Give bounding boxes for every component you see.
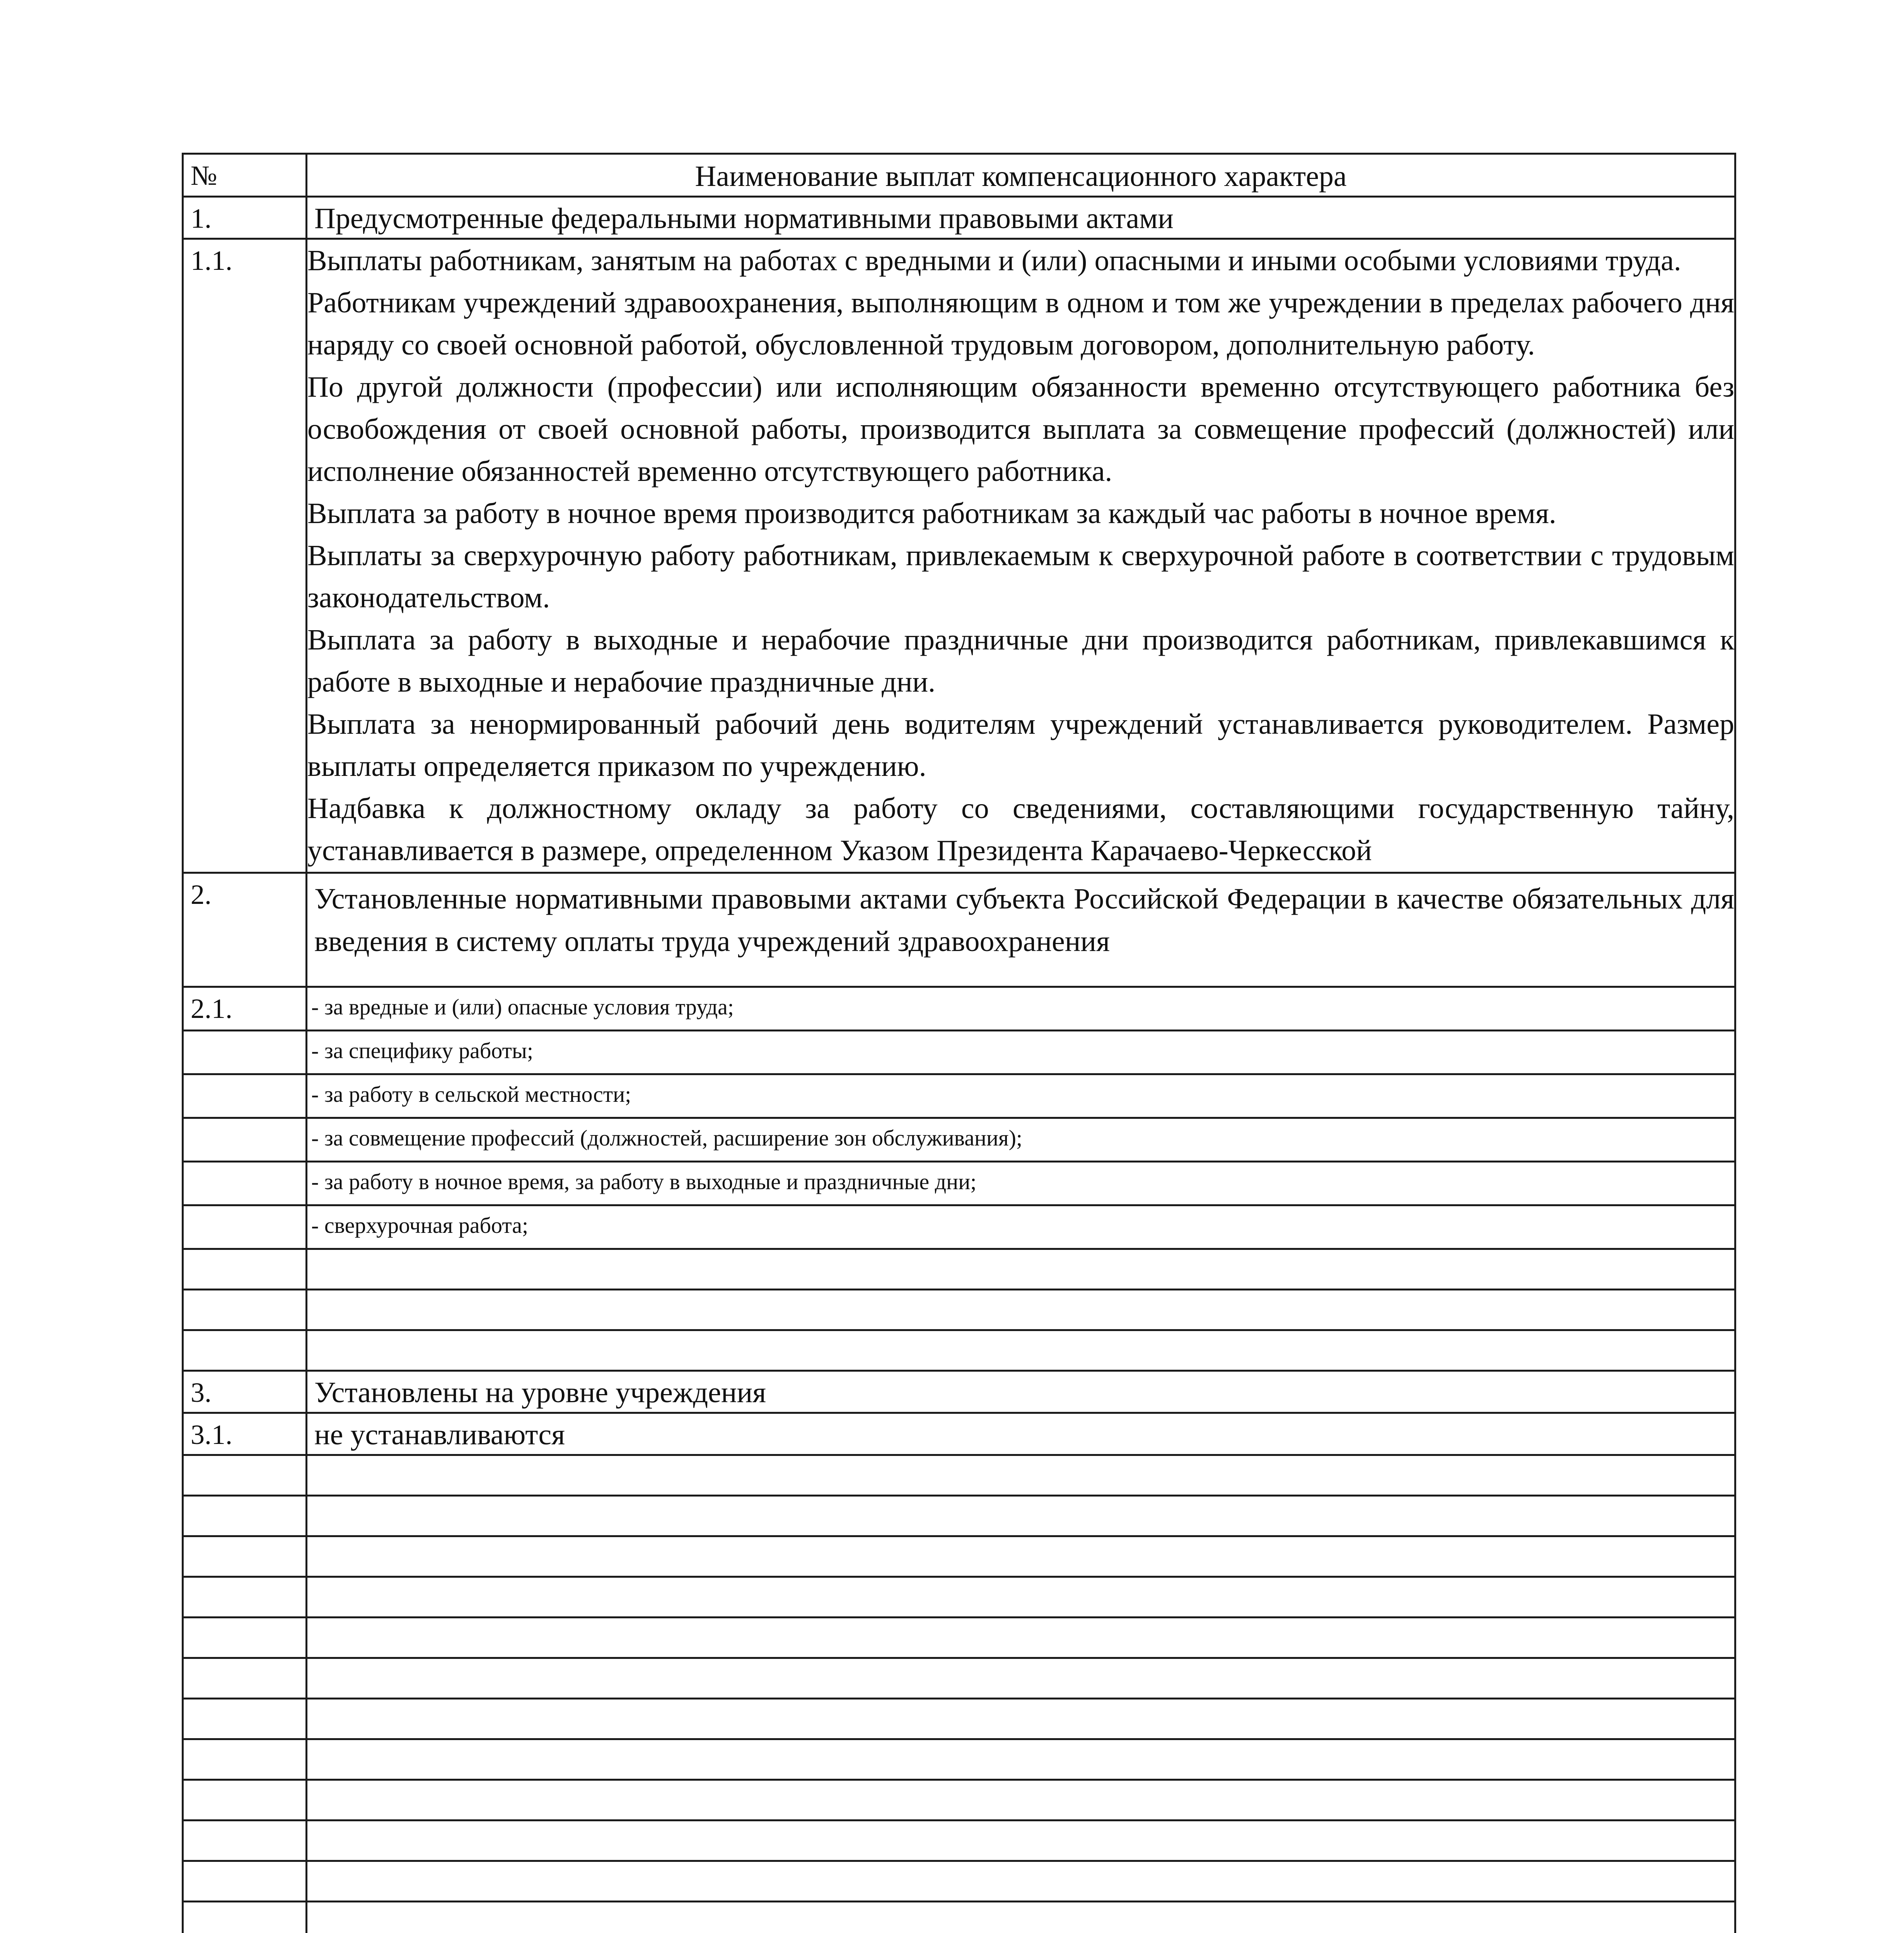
- empty-cell: [307, 1577, 1735, 1618]
- section-3-row: [183, 1371, 1735, 1413]
- list-item: - за работу в ночное время, за работу в выходные и праздничные дни;: [311, 1169, 977, 1194]
- empty-cell: [307, 1861, 1735, 1902]
- section-1-1-num: 1.1.: [191, 245, 232, 276]
- section-3-title-cell: [307, 1371, 1735, 1413]
- empty-cell: [183, 1658, 307, 1699]
- table-header-row: [183, 154, 1735, 197]
- section-1-1-row: [183, 239, 1735, 873]
- header-num-cell: [183, 154, 307, 197]
- section-1-1-text-cell: [307, 239, 1735, 873]
- section-2-text-cell: [307, 873, 1735, 987]
- paragraph-state-secret: Надбавка к должностному окладу за работу со сведениями, составляющими государственную тайну, устанавливается в размере, определенном Указом Президента Карачаево-Черкесской: [307, 792, 1734, 867]
- list-item: - за специфику работы;: [311, 1038, 533, 1063]
- paragraph-harmful-conditions: Выплаты работникам, занятым на работах с вредными и (или) опасными и иными особыми условиями труда.: [307, 244, 1681, 277]
- empty-cell: [307, 1658, 1735, 1699]
- section-1-title-cell: [307, 197, 1735, 239]
- empty-cell: [307, 1902, 1735, 1933]
- empty-cell: [183, 1496, 307, 1536]
- empty-cell: [183, 1820, 307, 1861]
- empty-row: [183, 1699, 1735, 1739]
- section-1-row: [183, 197, 1735, 239]
- empty-num-cell: [183, 1074, 307, 1118]
- empty-row: [183, 1658, 1735, 1699]
- empty-cell: [307, 1536, 1735, 1577]
- section-1-num: 1.: [191, 203, 212, 234]
- section-3-1-title-cell: [307, 1413, 1735, 1455]
- empty-row: [183, 1780, 1735, 1820]
- empty-num-cell: [183, 1162, 307, 1205]
- paragraph-combined-positions: По другой должности (профессии) или исполняющим обязанности временно отсутствующего работника без освобождения от своей основной работы, производится выплата за совмещение профессий (должностей) или исполнение обязанностей временно отсутствующего работника.: [307, 371, 1734, 488]
- empty-row: [183, 1455, 1735, 1496]
- list-item: - сверхурочная работа;: [311, 1213, 529, 1238]
- empty-cell: [307, 1739, 1735, 1780]
- paragraph-overtime: Выплаты за сверхурочную работу работникам, привлекаемым к сверхурочной работе в соответствии с трудовым законодательством.: [307, 539, 1734, 614]
- section-3-1-num: 3.1.: [191, 1419, 232, 1450]
- empty-cell: [307, 1496, 1735, 1536]
- empty-cell: [183, 1780, 307, 1820]
- section-3-title: Установлены на уровне учреждения: [314, 1376, 766, 1409]
- section-2-1-num-cell: [183, 987, 307, 1031]
- section-2-1-item-row: [183, 1031, 1735, 1074]
- section-2-1-item-row: [183, 1074, 1735, 1118]
- list-item-cell: [307, 1162, 1735, 1205]
- section-2-1-num: 2.1.: [191, 993, 232, 1024]
- paragraph-additional-work: Работникам учреждений здравоохранения, выполняющим в одном и том же учреждении в пределах рабочего дня наряду со своей основной работой, обусловленной трудовым договором, дополнительную работу.: [307, 286, 1734, 361]
- section-3-1-row: [183, 1413, 1735, 1455]
- section-3-1-title: не устанавливаются: [314, 1418, 565, 1451]
- empty-cell: [183, 1249, 307, 1290]
- empty-cell: [307, 1699, 1735, 1739]
- list-item-cell: [307, 987, 1735, 1031]
- empty-cell: [307, 1330, 1735, 1371]
- empty-row: [183, 1249, 1735, 1290]
- empty-cell: [183, 1330, 307, 1371]
- empty-cell: [183, 1290, 307, 1330]
- header-title: Наименование выплат компенсационного характера: [695, 160, 1347, 193]
- section-2-1-item-row: [183, 1118, 1735, 1162]
- list-item-cell: [307, 1074, 1735, 1118]
- section-2-1-item-row: [183, 1162, 1735, 1205]
- empty-num-cell: [183, 1205, 307, 1249]
- empty-row: [183, 1577, 1735, 1618]
- empty-cell: [307, 1455, 1735, 1496]
- empty-cell: [183, 1536, 307, 1577]
- empty-row: [183, 1739, 1735, 1780]
- empty-cell: [183, 1861, 307, 1902]
- section-3-1-num-cell: [183, 1413, 307, 1455]
- empty-num-cell: [183, 1031, 307, 1074]
- compensation-payments-table: [182, 153, 1736, 1933]
- section-1-num-cell: [183, 197, 307, 239]
- section-2-row: [183, 873, 1735, 987]
- empty-cell: [307, 1290, 1735, 1330]
- section-3-num: 3.: [191, 1377, 212, 1408]
- section-2-1-row: [183, 987, 1735, 1031]
- list-item-cell: [307, 1205, 1735, 1249]
- empty-row: [183, 1820, 1735, 1861]
- empty-cell: [183, 1699, 307, 1739]
- section-2-1-item-row: [183, 1205, 1735, 1249]
- empty-row: [183, 1496, 1735, 1536]
- empty-cell: [307, 1618, 1735, 1658]
- header-num: №: [191, 160, 217, 191]
- empty-cell: [307, 1820, 1735, 1861]
- section-2-num-cell: [183, 873, 307, 987]
- empty-cell: [307, 1249, 1735, 1290]
- list-item-cell: [307, 1118, 1735, 1162]
- list-item: - за вредные и (или) опасные условия труда;: [311, 994, 734, 1019]
- empty-cell: [183, 1739, 307, 1780]
- empty-cell: [183, 1455, 307, 1496]
- section-1-title: Предусмотренные федеральными нормативными правовыми актами: [314, 202, 1174, 235]
- empty-row: [183, 1330, 1735, 1371]
- paragraph-holidays: Выплата за работу в выходные и нерабочие праздничные дни производится работникам, привлекавшимся к работе в выходные и нерабочие праздничные дни.: [307, 624, 1734, 698]
- empty-row: [183, 1861, 1735, 1902]
- empty-row: [183, 1618, 1735, 1658]
- list-item-cell: [307, 1031, 1735, 1074]
- empty-cell: [183, 1577, 307, 1618]
- empty-cell: [183, 1618, 307, 1658]
- paragraph-night-work: Выплата за работу в ночное время производится работникам за каждый час работы в ночное время.: [307, 497, 1556, 530]
- header-title-cell: [307, 154, 1735, 197]
- list-item: - за совмещение профессий (должностей, расширение зон обслуживания);: [311, 1125, 1023, 1151]
- empty-row: [183, 1536, 1735, 1577]
- empty-cell: [307, 1780, 1735, 1820]
- empty-num-cell: [183, 1118, 307, 1162]
- section-2-num: 2.: [191, 879, 212, 910]
- paragraph-irregular-hours: Выплата за ненормированный рабочий день водителям учреждений устанавливается руководителем. Размер выплаты определяется приказом по учреждению.: [307, 708, 1734, 782]
- section-2-text: Установленные нормативными правовыми актами субъекта Российской Федерации в качестве обязательных для введения в систему оплаты труда учреждений здравоохранения: [314, 883, 1734, 958]
- section-3-num-cell: [183, 1371, 307, 1413]
- empty-cell: [183, 1902, 307, 1933]
- list-item: - за работу в сельской местности;: [311, 1082, 631, 1107]
- empty-row: [183, 1290, 1735, 1330]
- section-1-1-num-cell: [183, 239, 307, 873]
- empty-row: [183, 1902, 1735, 1933]
